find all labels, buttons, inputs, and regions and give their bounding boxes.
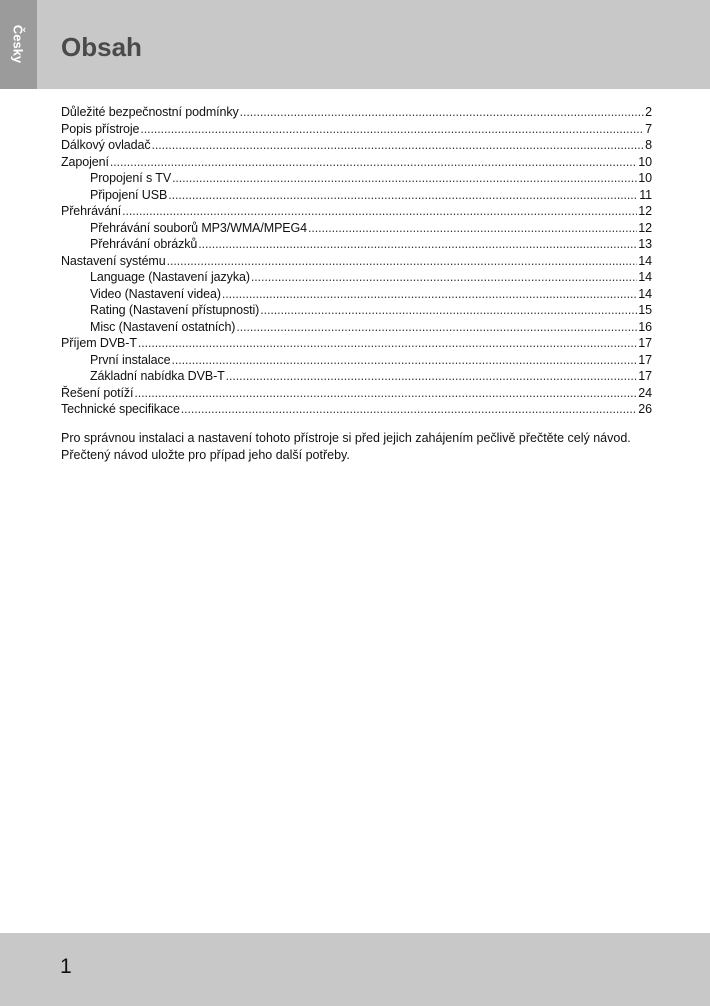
toc-entry[interactable]: [61, 104, 652, 121]
toc-entry-label: Propojení s TV: [90, 171, 172, 185]
toc-dot-leader: [181, 401, 637, 418]
toc-dot-leader: [198, 236, 637, 253]
toc-dot-leader: [226, 368, 638, 385]
toc-entry[interactable]: [61, 385, 652, 402]
toc-entry[interactable]: [61, 236, 652, 253]
toc-entry[interactable]: [61, 170, 652, 187]
toc-entry-page: 14: [638, 286, 652, 301]
toc-dot-leader: [172, 170, 637, 187]
toc-entry-page: 10: [638, 154, 652, 169]
footer-band: [0, 933, 710, 1006]
toc-entry-page: 13: [638, 237, 652, 251]
toc-dot-leader: [222, 286, 637, 303]
language-tab: [0, 0, 37, 89]
toc-entry-page: 15: [638, 303, 652, 317]
toc-entry-page: 17: [638, 369, 652, 383]
toc-entry[interactable]: [61, 187, 652, 204]
toc-dot-leader: [122, 203, 637, 220]
toc-entry-label: Zapojení: [61, 154, 109, 169]
toc-entry-page: 16: [638, 319, 652, 334]
toc-entry-label: Příjem DVB-T: [61, 336, 137, 350]
toc-dot-leader: [134, 385, 637, 402]
toc-entry-page: 24: [638, 385, 652, 400]
toc-dot-leader: [240, 104, 644, 121]
toc-entry-label: Přehrávání souborů MP3/WMA/MPEG4: [90, 220, 308, 235]
toc-entry[interactable]: [61, 269, 652, 286]
toc-entry-label: Technické specifikace: [61, 402, 180, 416]
toc-dot-leader: [236, 319, 637, 336]
toc-entry-page: 7: [645, 121, 652, 136]
toc-entry-page: 2: [645, 105, 652, 119]
toc-entry-label: Popis přístroje: [61, 121, 140, 136]
toc-entry-label: Připojení USB: [90, 187, 168, 202]
toc-entry[interactable]: [61, 319, 652, 336]
toc-entry-page: 17: [638, 352, 652, 367]
toc-entry-label: Přehrávání: [61, 204, 122, 218]
toc-dot-leader: [171, 352, 637, 369]
instruction-note: Pro správnou instalaci a nastavení tohoto přístroje si před jejich zahájením pečlivě přečtěte celý návod. Přečtený návod uložte pro případ jeho další potřeby.: [61, 431, 631, 462]
toc-entry-label: První instalace: [90, 352, 171, 367]
toc-entry-page: 14: [638, 253, 652, 268]
toc-entry-page: 10: [638, 171, 652, 185]
toc-entry-label: Nastavení systému: [61, 253, 166, 268]
toc-entry-page: 12: [638, 220, 652, 235]
toc-entry[interactable]: [61, 154, 652, 171]
toc-dot-leader: [260, 302, 637, 319]
toc-entry[interactable]: [61, 137, 652, 154]
toc-entry-page: 8: [645, 138, 652, 152]
toc-dot-leader: [140, 121, 644, 138]
toc-entry-label: Language (Nastavení jazyka): [90, 270, 250, 284]
toc-entry[interactable]: [61, 286, 652, 303]
toc-entry[interactable]: [61, 253, 652, 270]
toc-entry-label: Dálkový ovladač: [61, 138, 151, 152]
toc-entry[interactable]: [61, 220, 652, 237]
toc-entry-label: Základní nabídka DVB-T: [90, 369, 225, 383]
toc-entry[interactable]: [61, 302, 652, 319]
toc-dot-leader: [251, 269, 637, 286]
toc-entry[interactable]: [61, 203, 652, 220]
toc-dot-leader: [138, 335, 637, 352]
toc-dot-leader: [168, 187, 638, 204]
toc-entry-page: 11: [639, 187, 652, 202]
toc-entry-page: 26: [638, 402, 652, 416]
toc-entry-label: Přehrávání obrázků: [90, 237, 198, 251]
toc-entry-label: Řešení potíží: [61, 385, 134, 400]
toc-dot-leader: [152, 137, 645, 154]
toc-entry[interactable]: [61, 352, 652, 369]
toc-entry-page: 14: [638, 270, 652, 284]
toc-entry-label: Důležité bezpečnostní podmínky: [61, 105, 239, 119]
toc-entry-label: Rating (Nastavení přístupnosti): [90, 303, 260, 317]
toc-dot-leader: [167, 253, 638, 270]
toc-entry[interactable]: [61, 335, 652, 352]
toc-entry-label: Misc (Nastavení ostatních): [90, 319, 236, 334]
toc-dot-leader: [110, 154, 637, 171]
toc-dot-leader: [308, 220, 637, 237]
language-tab-label: Česky: [10, 24, 26, 64]
toc-entry[interactable]: [61, 368, 652, 385]
toc-entry[interactable]: [61, 121, 652, 138]
toc-entry-page: 12: [638, 204, 652, 218]
toc-entry[interactable]: [61, 401, 652, 418]
table-of-contents: [61, 104, 652, 418]
toc-entry-label: Video (Nastavení videa): [90, 286, 221, 301]
page-title: Obsah: [61, 32, 142, 62]
toc-entry-page: 17: [638, 336, 652, 350]
page-number: 1: [60, 955, 72, 978]
